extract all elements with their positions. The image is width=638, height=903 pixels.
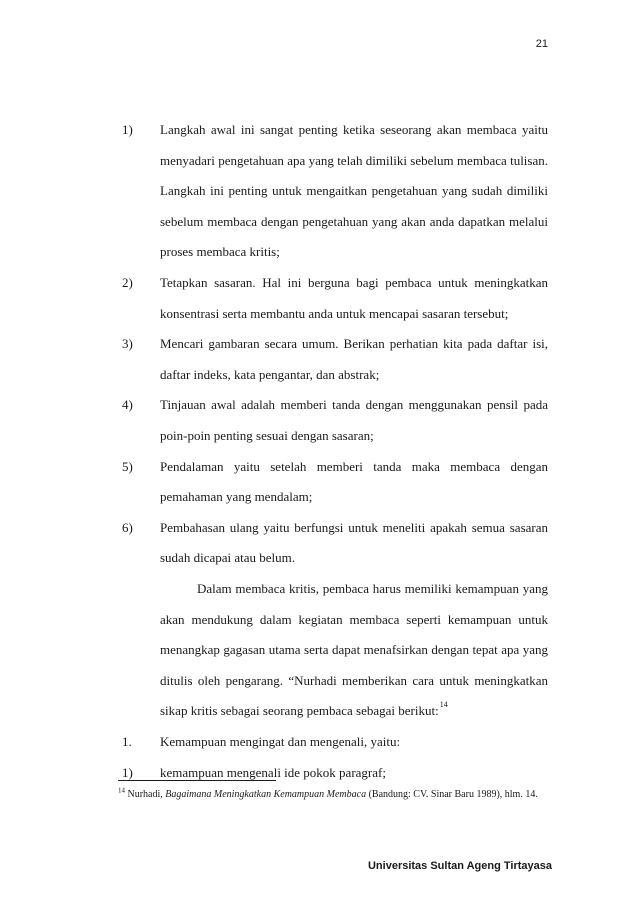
footnote-publication: (Bandung: CV. Sinar Baru 1989), hlm. 14. [368,789,538,800]
line-text: akan mendukung dalam kegiatan membaca seperti kemampuan untuk [160,611,548,627]
line-text: kemampuan mengenali ide pokok paragraf; [160,764,386,780]
line-text: pemahaman yang mendalam; [160,489,313,505]
line-text: Kemampuan mengingat dan mengenali, yaitu: [160,734,401,749]
list-number: 5) [122,458,133,474]
line-text: menangkap gagasan utama serta dapat menafsirkan dengan tepat apa yang [160,642,548,658]
list-number: 1. [122,734,132,749]
line-text: ditulis oleh pengarang. “Nurhadi memberikan cara untuk meningkatkan [160,672,548,688]
line-text: sebelum membaca dengan pengetahuan yang akan anda dapatkan melalui [160,213,548,229]
line-text: Mencari gambaran secara umum. Berikan perhatian kita pada daftar isi, [160,336,548,352]
line-text: daftar indeks, kata pengantar, dan abstrak; [160,366,380,382]
line-text: Langkah ini penting untuk mengaitkan pengetahuan yang sudah dimiliki [160,183,548,199]
footer-institution: Universitas Sultan Ageng Tirtayasa [367,860,552,872]
list-number: 1) [122,122,133,137]
line-text: konsentrasi serta membantu anda untuk mencapai sasaran tersebut; [160,305,509,321]
footnote [118,787,550,803]
footnote-rule [118,780,276,781]
line-text: sikap kritis sebagai seorang pembaca sebagai berikut: [160,703,439,719]
line-text: Tetapkan sasaran. Hal ini berguna bagi pembaca untuk meningkatkan [160,275,548,290]
line-text: poin-poin penting sesuai dengan sasaran; [160,428,374,443]
list-number: 3) [122,336,133,352]
line-text: Langkah awal ini sangat penting ketika seseorang akan membaca yaitu [160,122,548,137]
line-text: Pembahasan ulang yaitu berfungsi untuk meneliti apakah semua sasaran [160,519,548,535]
line-text: Dalam membaca kritis, pembaca harus memiliki kemampuan yang [197,581,548,596]
list-number: 2) [122,275,133,290]
footnote-marker: 14 [118,786,125,795]
line-text: Pendalaman yaitu setelah memberi tanda maka membaca dengan [160,458,548,474]
list-number: 1) [122,764,133,780]
list-number: 6) [122,519,133,535]
line-text: sudah dicapai atau belum. [160,550,296,566]
page-number: 21 [535,38,548,50]
list-number: 4) [122,397,133,413]
line-text: menyadari pengetahuan apa yang telah dimiliki sebelum membaca tulisan. [160,152,548,168]
footnote-author: Nurhadi, [127,789,163,800]
footnote-title: Bagaimana Meningkatkan Kemampuan Membaca [165,789,367,800]
line-text: proses membaca kritis; [160,244,280,260]
line-text: Tinjauan awal adalah memberi tanda dengan menggunakan pensil pada [160,397,548,413]
